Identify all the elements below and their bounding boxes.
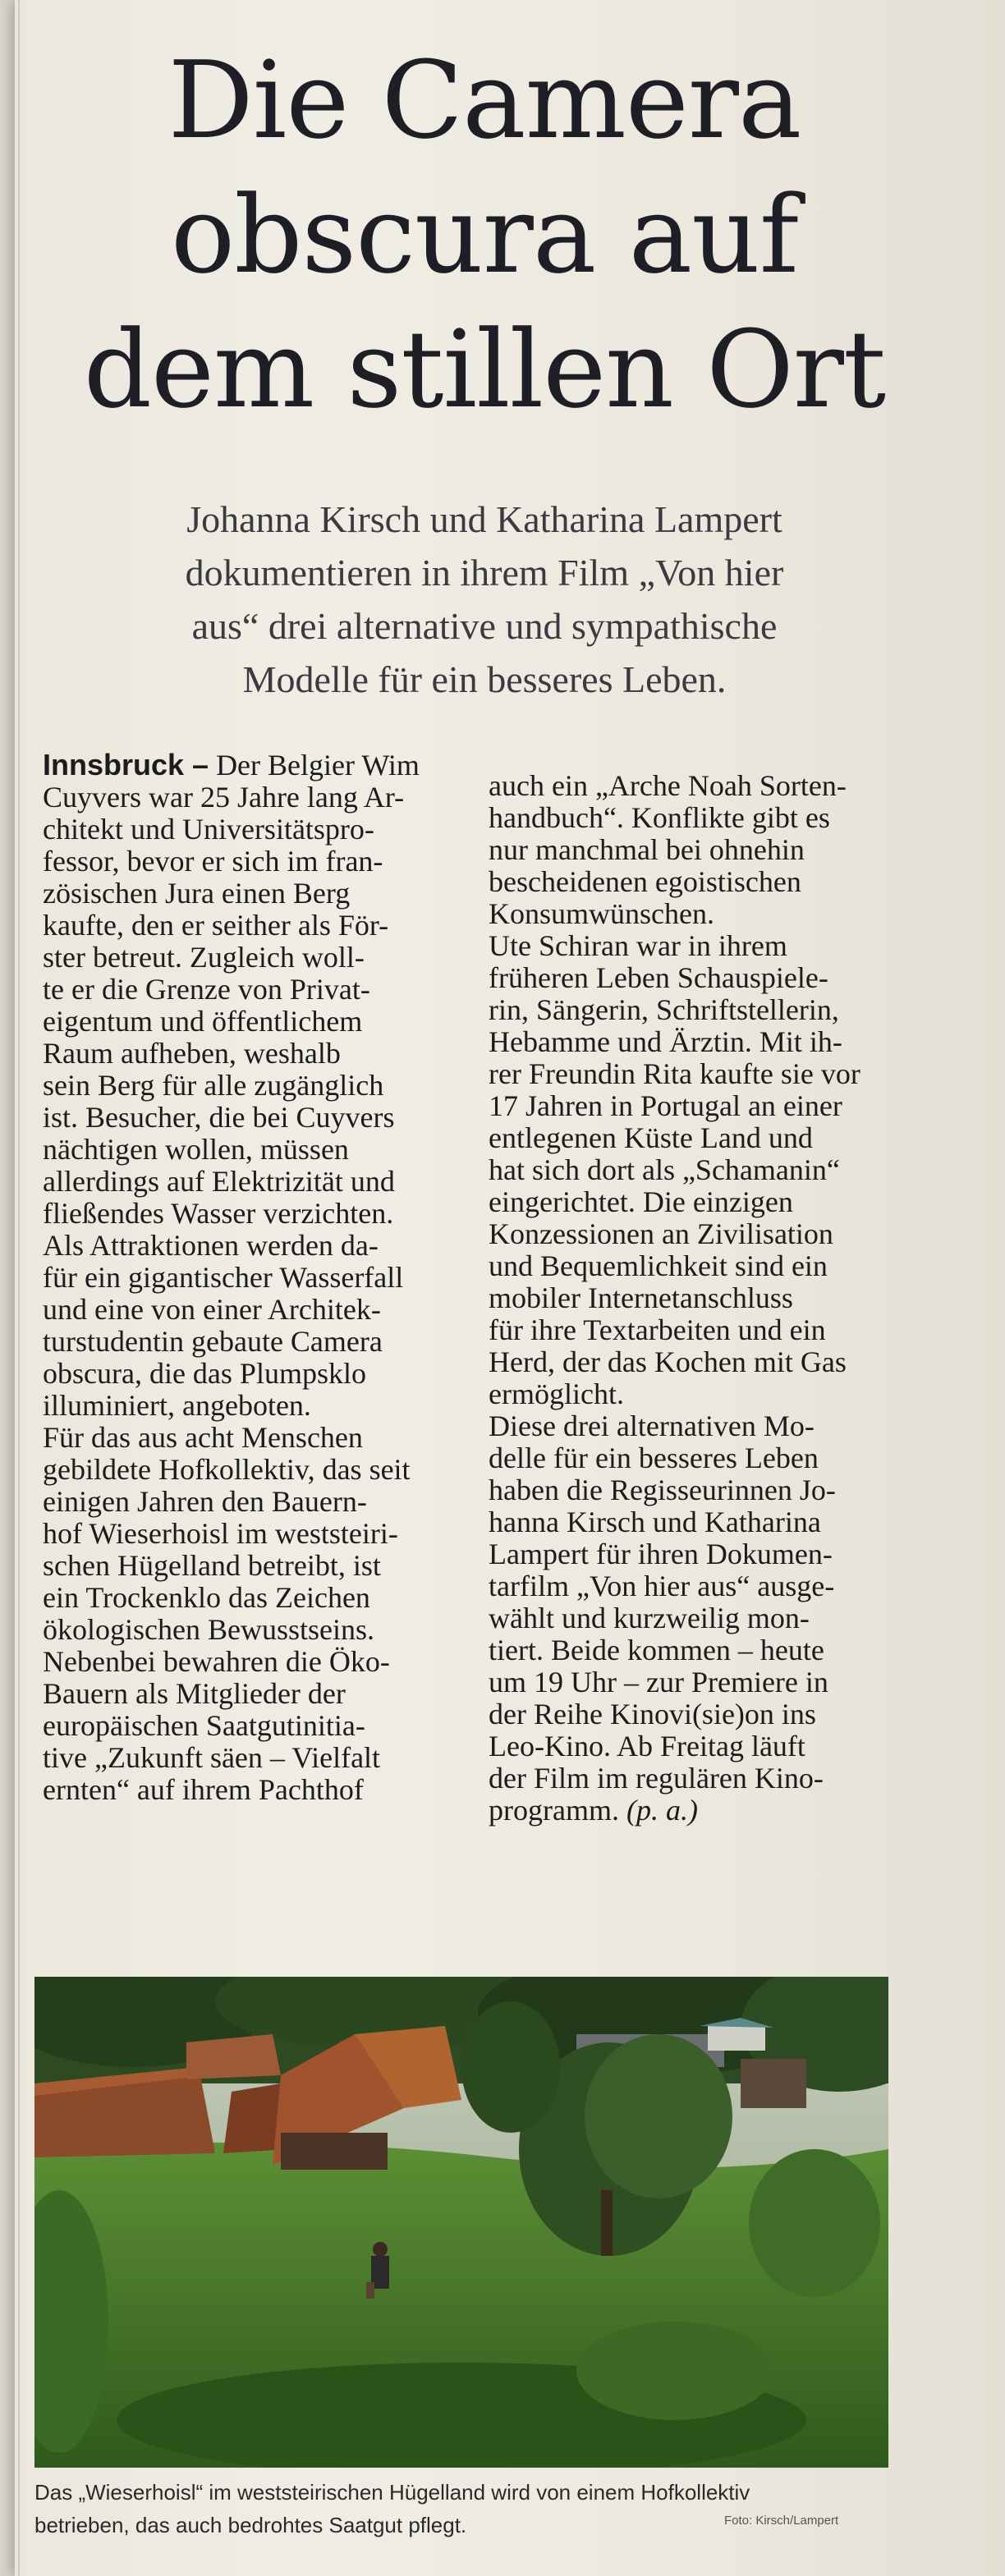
headline [49, 33, 920, 437]
article-text-line: eingerichtet. Die einzigen [489, 1185, 793, 1218]
article-text-line: europäischen Saatgutinitia- [43, 1709, 365, 1742]
article-text-line: Bauern als Mitglieder der [43, 1677, 346, 1710]
article-text-line: obscura, die das Plumpsklo [43, 1357, 366, 1390]
article-text-line: ökologischen Bewusstseins. [43, 1613, 374, 1646]
article-text-line: für ein gigantischer Wasserfall [43, 1261, 404, 1294]
photo-credit: Foto: Kirsch/Lampert [724, 2514, 839, 2528]
article-text-line: nächtigen wollen, müssen [43, 1133, 349, 1166]
article-photo [34, 1977, 888, 2468]
article-text-line: hanna Kirsch und Katharina [489, 1506, 821, 1538]
article-text-line: mobiler Internetanschluss [489, 1281, 793, 1314]
article-text-line: einigen Jahren den Bauern- [43, 1485, 367, 1518]
article-text-line: Lampert für ihren Dokumen- [489, 1538, 833, 1570]
subheadline-line: aus“ drei alternative und sympathische [191, 605, 778, 647]
article-text-line: haben die Regisseurinnen Jo- [489, 1474, 836, 1506]
article-text-line: der Film im regulären Kino- [489, 1762, 824, 1794]
article-text-line: Raum aufheben, weshalb [43, 1037, 341, 1070]
article-text: Der Belgier Wim [209, 749, 420, 782]
article-text-line: Als Attraktionen werden da- [43, 1229, 379, 1262]
article-text-line: Leo-Kino. Ab Freitag läuft [489, 1730, 805, 1762]
article-text-line: und eine von einer Architek- [43, 1293, 381, 1326]
article-text-line: um 19 Uhr – zur Premiere in [489, 1666, 828, 1698]
headline-line: dem stillen Ort [83, 307, 886, 432]
caption-line: Das „Wieserhoisl“ im weststeirischen Hügelland wird von einem Hofkollektiv [34, 2480, 750, 2505]
article-text-line: illuminiert, angeboten. [43, 1389, 311, 1422]
article-text-line [489, 1794, 899, 1827]
article-text-line: delle für ein besseres Leben [489, 1442, 819, 1474]
article-text-line: te er die Grenze von Privat- [43, 973, 370, 1006]
article-text-line: fließendes Wasser verzichten. [43, 1197, 394, 1230]
article-text-line [43, 749, 470, 782]
photo-caption [34, 2476, 979, 2542]
article-text-line: ein Trockenklo das Zeichen [43, 1581, 370, 1614]
headline-line: obscura auf [170, 172, 799, 297]
article-text-line: der Reihe Kinovi(sie)on ins [489, 1698, 816, 1730]
article-text-line: ermöglicht. [489, 1377, 624, 1410]
article-text-line: eigentum und öffentlichem [43, 1005, 363, 1038]
article-text-line: tiert. Beide kommen – heute [489, 1634, 824, 1666]
article-text-line: Herd, der das Kochen mit Gas [489, 1345, 847, 1378]
article-text-line: Hebamme und Ärztin. Mit ih- [489, 1025, 842, 1058]
body-column-left [43, 749, 470, 1806]
article-text-line: nur manchmal bei ohnehin [489, 833, 805, 866]
article-text-line: zösischen Jura einen Berg [43, 877, 351, 910]
subheadline [74, 493, 895, 706]
article-text-line: Diese drei alternativen Mo- [489, 1409, 815, 1442]
article-text-line: Cuyvers war 25 Jahre lang Ar- [43, 781, 405, 814]
article-text-line: wählt und kurzweilig mon- [489, 1602, 810, 1634]
article-text-line: bescheidenen egoistischen [489, 865, 801, 898]
article-text-line: ist. Besucher, die bei Cuyvers [43, 1101, 395, 1134]
article-text-line: Konzessionen an Zivilisation [489, 1217, 833, 1250]
page-edge-line [18, 0, 20, 2576]
farm-landscape-image [34, 1977, 888, 2468]
article-text-line: hof Wieserhoisl im weststeiri- [43, 1517, 398, 1550]
article-text-line: allerdings auf Elektrizität und [43, 1165, 395, 1198]
article-text-line: handbuch“. Konflikte gibt es [489, 801, 830, 834]
article-text-line: kaufte, den er seither als För- [43, 909, 389, 942]
subheadline-line: Modelle für ein besseres Leben. [242, 658, 727, 700]
article-text-line: chitekt und Universitätspro- [43, 813, 374, 846]
article-text-line: schen Hügelland betreibt, ist [43, 1549, 381, 1582]
article-text-line: Ute Schiran war in ihrem [489, 929, 787, 962]
article-text-line: auch ein „Arche Noah Sorten- [489, 769, 847, 802]
article-text-line: Für das aus acht Menschen [43, 1421, 363, 1454]
article-text-line: 17 Jahren in Portugal an einer [489, 1089, 842, 1122]
article-text-line: gebildete Hofkollektiv, das seit [43, 1453, 411, 1486]
article-text-line: früheren Leben Schauspiele- [489, 961, 828, 994]
body-column-right [489, 770, 899, 1827]
author-signature: (p. a.) [626, 1794, 698, 1827]
article-text-line: tive „Zukunft säen – Vielfalt [43, 1741, 381, 1774]
article-text-line: Nebenbei bewahren die Öko- [43, 1645, 390, 1678]
article-text-line: fessor, bevor er sich im fran- [43, 845, 383, 878]
subheadline-line: Johanna Kirsch und Katharina Lampert [186, 498, 782, 540]
article-text-line: tarfilm „Von hier aus“ ausge- [489, 1570, 835, 1602]
article-text-line: sein Berg für alle zugänglich [43, 1069, 384, 1102]
dateline: Innsbruck – [43, 748, 209, 782]
caption-line: betrieben, das auch bedrohtes Saatgut pflegt. [34, 2513, 467, 2537]
article-text-line: hat sich dort als „Schamanin“ [489, 1153, 840, 1186]
subheadline-line: dokumentieren in ihrem Film „Von hier [185, 552, 784, 594]
article-text-line: entlegenen Küste Land und [489, 1121, 813, 1154]
article-text-line: rin, Sängerin, Schriftstellerin, [489, 993, 839, 1026]
article-text-line: Konsumwünschen. [489, 897, 714, 930]
article-text-line: ster betreut. Zugleich woll- [43, 941, 365, 974]
article-text-line: ernten“ auf ihrem Pachthof [43, 1773, 364, 1806]
article-text-line: und Bequemlichkeit sind ein [489, 1249, 828, 1282]
article-text-line: turstudentin gebaute Camera [43, 1325, 383, 1358]
article-text-line: für ihre Textarbeiten und ein [489, 1313, 826, 1346]
article-text-line: rer Freundin Rita kaufte sie vor [489, 1057, 860, 1090]
headline-line: Die Camera [168, 38, 801, 163]
article-text: programm. [489, 1794, 619, 1827]
